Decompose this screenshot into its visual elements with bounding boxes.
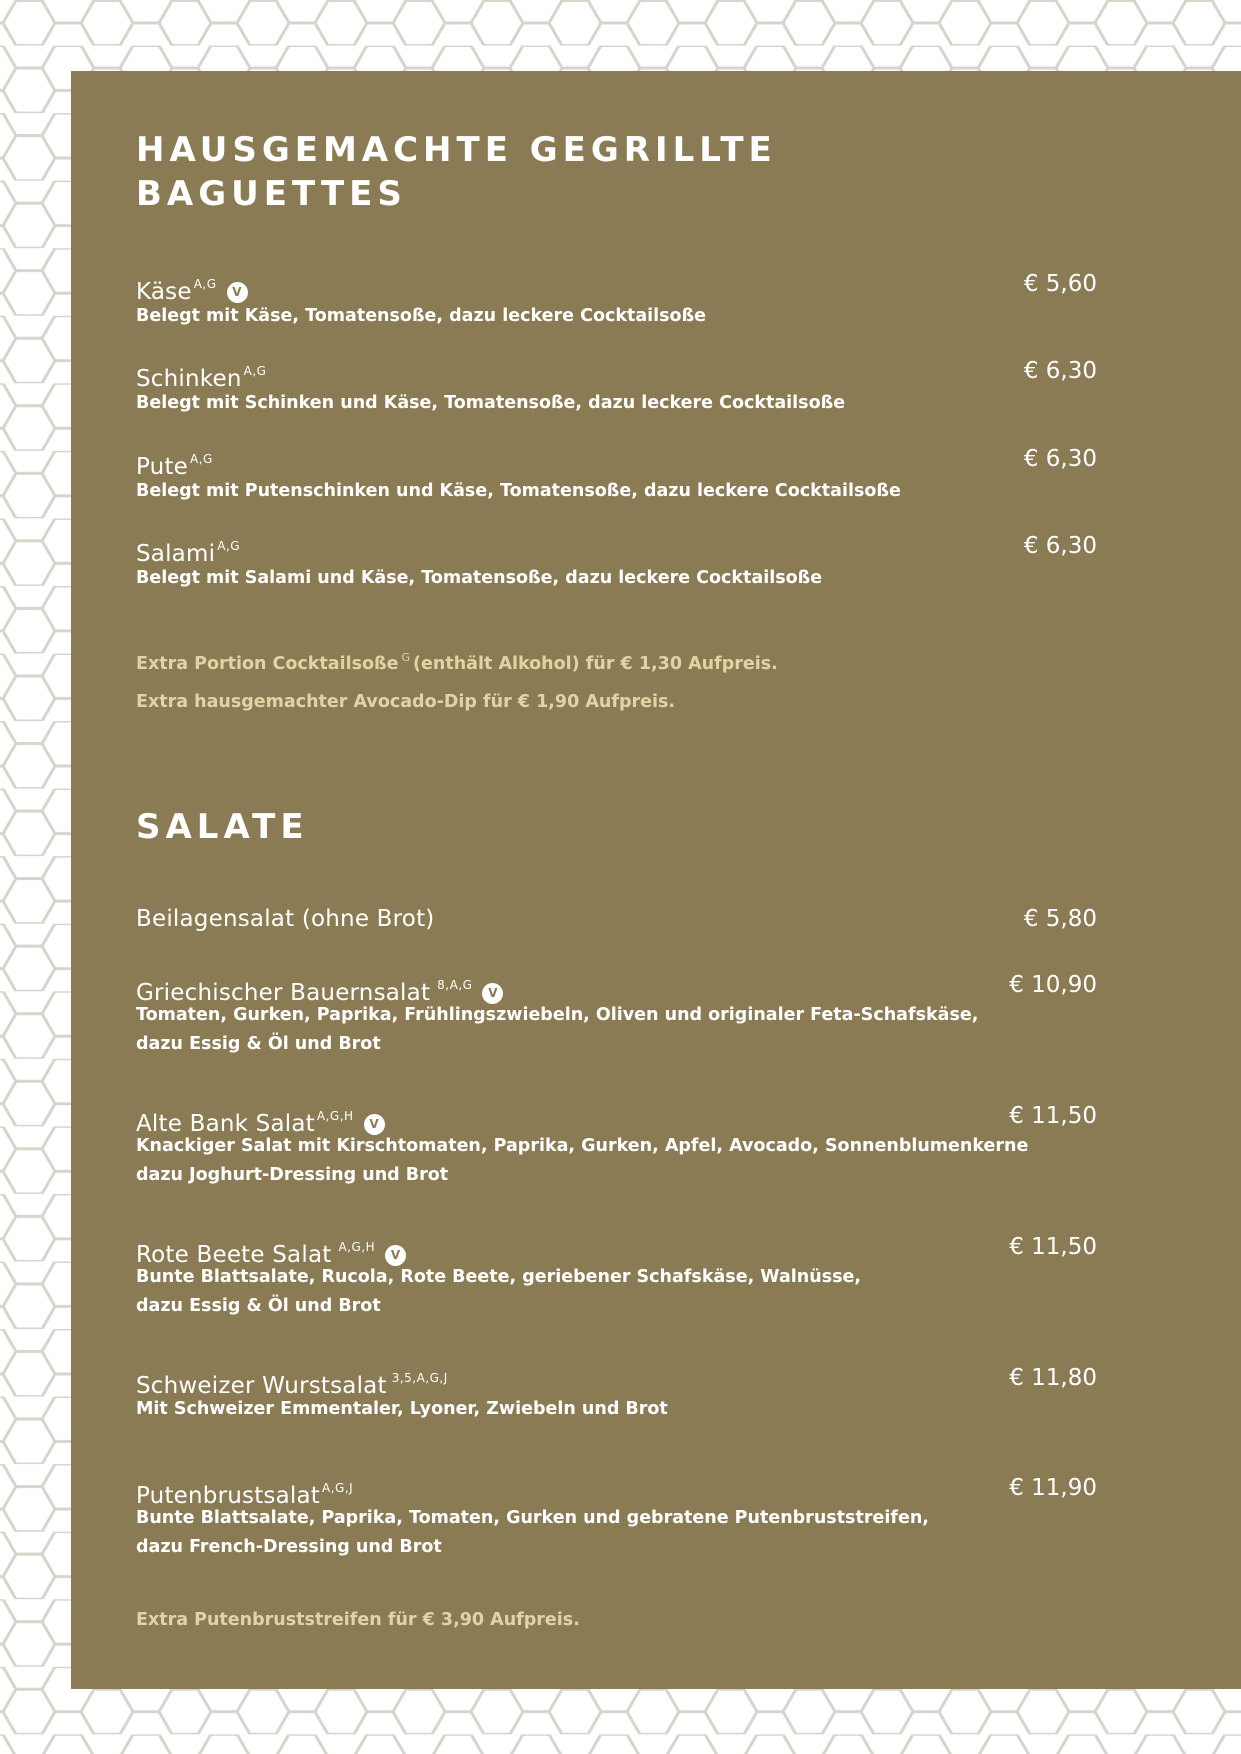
item-price: € 10,90 bbox=[1009, 972, 1097, 998]
item-name-text: Beilagensalat (ohne Brot) bbox=[136, 906, 435, 932]
allergen-codes: A,G bbox=[190, 452, 213, 466]
item-name-text: Griechischer Bauernsalat bbox=[136, 980, 431, 1006]
section-title-baguettes bbox=[136, 128, 777, 216]
item-description: Tomaten, Gurken, Paprika, Frühlingszwiebeln, Oliven und originaler Feta-Schafskäse, bbox=[136, 1005, 979, 1025]
item-description: Belegt mit Salami und Käse, Tomatensoße, dazu leckere Cocktailsoße bbox=[136, 568, 823, 588]
item-description: Belegt mit Schinken und Käse, Tomatensoße, dazu leckere Cocktailsoße bbox=[136, 393, 846, 413]
item-description: dazu French-Dressing und Brot bbox=[136, 1537, 442, 1557]
item-description: dazu Joghurt-Dressing und Brot bbox=[136, 1165, 449, 1185]
item-name-text: Schinken bbox=[136, 366, 242, 392]
allergen-codes: A,G,H bbox=[338, 1240, 376, 1254]
extra-note bbox=[136, 645, 778, 677]
item-description: Belegt mit Putenschinken und Käse, Tomatensoße, dazu leckere Cocktailsoße bbox=[136, 481, 901, 501]
vegetarian-badge-icon: V bbox=[482, 983, 503, 1004]
item-price: € 11,80 bbox=[1009, 1365, 1097, 1391]
title-line: BAGUETTES bbox=[136, 174, 407, 214]
section-title-salate: SALATE bbox=[136, 807, 309, 847]
item-description: dazu Essig & Öl und Brot bbox=[136, 1034, 381, 1054]
item-price: € 5,80 bbox=[1023, 906, 1097, 932]
item-name-text: Salami bbox=[136, 541, 216, 567]
item-price: € 6,30 bbox=[1023, 533, 1097, 559]
item-price: € 5,60 bbox=[1023, 271, 1097, 297]
item-description: Bunte Blattsalate, Paprika, Tomaten, Gurken und gebratene Putenbruststreifen, bbox=[136, 1508, 929, 1528]
vegetarian-badge-icon: V bbox=[364, 1114, 385, 1135]
allergen-codes: A,G,H bbox=[316, 1109, 354, 1123]
item-name-text: Käse bbox=[136, 279, 192, 305]
item-price: € 11,50 bbox=[1009, 1103, 1097, 1129]
item-price: € 6,30 bbox=[1023, 446, 1097, 472]
note-text: Extra Portion Cocktailsoße bbox=[136, 654, 399, 674]
item-price: € 6,30 bbox=[1023, 358, 1097, 384]
item-description: Belegt mit Käse, Tomatensoße, dazu leckere Cocktailsoße bbox=[136, 306, 707, 326]
item-description: Mit Schweizer Emmentaler, Lyoner, Zwiebeln und Brot bbox=[136, 1399, 668, 1419]
item-description: Knackiger Salat mit Kirschtomaten, Paprika, Gurken, Apfel, Avocado, Sonnenblumenkerne bbox=[136, 1136, 1029, 1156]
item-name-text: Putenbrustsalat bbox=[136, 1483, 321, 1509]
allergen-codes: 8,A,G bbox=[437, 978, 473, 992]
extra-note: Extra hausgemachter Avocado-Dip für € 1,90 Aufpreis. bbox=[136, 692, 676, 712]
item-name-text: Alte Bank Salat bbox=[136, 1111, 315, 1137]
item-name-text: Pute bbox=[136, 454, 189, 480]
item-description: dazu Essig & Öl und Brot bbox=[136, 1296, 381, 1316]
allergen-codes: A,G bbox=[217, 539, 241, 553]
item-price: € 11,90 bbox=[1009, 1475, 1097, 1501]
menu-item-name bbox=[136, 904, 434, 934]
note-text: (enthält Alkohol) für € 1,30 Aufpreis. bbox=[413, 654, 778, 674]
allergen-codes: G bbox=[401, 651, 411, 664]
allergen-codes: A,G bbox=[193, 277, 217, 291]
title-line: HAUSGEMACHTE GEGRILLTE bbox=[136, 130, 777, 170]
item-name-text: Rote Beete Salat bbox=[136, 1242, 332, 1268]
item-name-text: Schweizer Wurstsalat bbox=[136, 1373, 387, 1399]
item-price: € 11,50 bbox=[1009, 1234, 1097, 1260]
allergen-codes: 3,5,A,G,J bbox=[391, 1371, 448, 1385]
extra-note: Extra Putenbruststreifen für € 3,90 Aufpreis. bbox=[136, 1610, 580, 1630]
vegetarian-badge-icon: V bbox=[385, 1245, 406, 1266]
vegetarian-badge-icon: V bbox=[227, 282, 248, 303]
item-description: Bunte Blattsalate, Rucola, Rote Beete, geriebener Schafskäse, Walnüsse, bbox=[136, 1267, 862, 1287]
allergen-codes: A,G,J bbox=[322, 1481, 354, 1495]
allergen-codes: A,G bbox=[243, 364, 267, 378]
